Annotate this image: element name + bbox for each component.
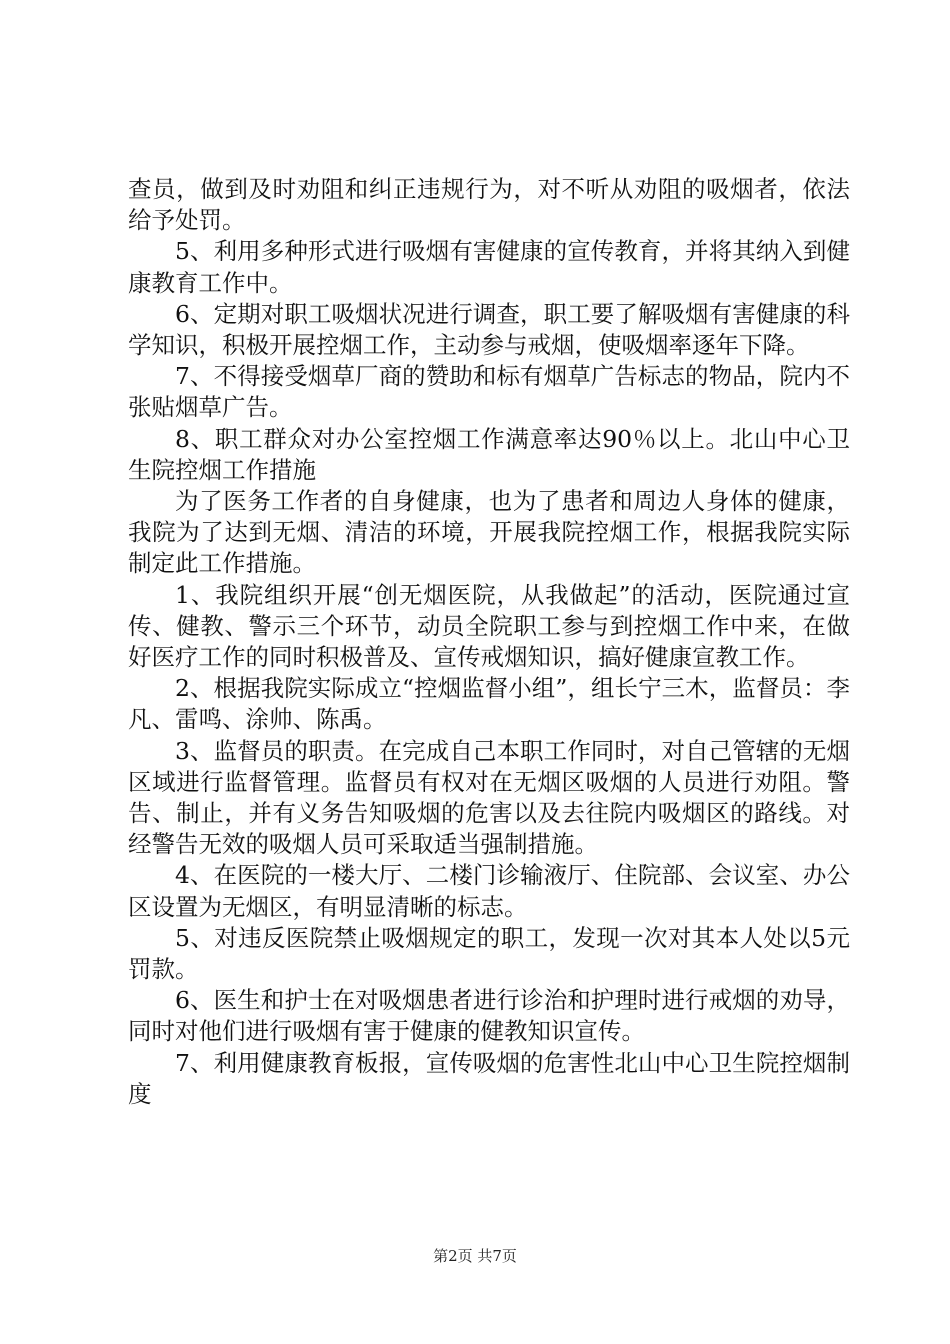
paragraph-measure-6: 6、医生和护士在对吸烟患者进行诊治和护理时进行戒烟的劝导，同时对他们进行吸烟有害于健康的健教知识宣传。 xyxy=(128,986,850,1046)
paragraph-item-7-sponsorship: 7、不得接受烟草厂商的赞助和标有烟草广告标志的物品，院内不张贴烟草广告。 xyxy=(128,362,850,422)
paragraph-measure-3: 3、监督员的职责。在完成自己本职工作同时，对自己管辖的无烟区域进行监督管理。监督员有权对在无烟区吸烟的人员进行劝阻。警告、制止，并有义务告知吸烟的危害以及去往院内吸烟区的路线。对经警告无效的吸烟人员可采取适当强制措施。 xyxy=(128,736,850,859)
paragraph-measure-1: 1、我院组织开展“创无烟医院，从我做起”的活动，医院通过宣传、健教、警示三个环节，动员全院职工参与到控烟工作中来，在做好医疗工作的同时积极普及、宣传戒烟知识，搞好健康宣教工作。 xyxy=(128,580,850,672)
document-body xyxy=(128,174,850,1110)
page-footer xyxy=(0,1245,950,1266)
page-number: 第2页 共7页 xyxy=(433,1247,517,1265)
paragraph-measure-2: 2、根据我院实际成立“控烟监督小组”，组长宁三木，监督员：李凡、雷鸣、涂帅、陈禹。 xyxy=(128,674,850,734)
paragraph-measure-5: 5、对违反医院禁止吸烟规定的职工，发现一次对其本人处以5元罚款。 xyxy=(128,923,850,984)
paragraph-continuation: 查员，做到及时劝阻和纠正违规行为，对不听从劝阻的吸烟者，依法给予处罚。 xyxy=(128,175,850,235)
paragraph-item-5-publicity: 5、利用多种形式进行吸烟有害健康的宣传教育，并将其纳入到健康教育工作中。 xyxy=(128,237,850,297)
paragraph-measure-4: 4、在医院的一楼大厅、二楼门诊输液厅、住院部、会议室、办公区设置为无烟区，有明显清晰的标志。 xyxy=(128,861,850,921)
paragraph-item-6-survey: 6、定期对职工吸烟状况进行调查，职工要了解吸烟有害健康的科学知识，积极开展控烟工作，主动参与戒烟，使吸烟率逐年下降。 xyxy=(128,299,850,360)
paragraph-item-8-satisfaction: 8、职工群众对办公室控烟工作满意率达90％以上。北山中心卫生院控烟工作措施 xyxy=(128,424,850,484)
paragraph-measure-7: 7、利用健康教育板报，宣传吸烟的危害性北山中心卫生院控烟制度 xyxy=(128,1048,850,1108)
paragraph-measures-intro: 为了医务工作者的自身健康，也为了患者和周边人身体的健康，我院为了达到无烟、清洁的环境，开展我院控烟工作，根据我院实际制定此工作措施。 xyxy=(128,487,850,578)
